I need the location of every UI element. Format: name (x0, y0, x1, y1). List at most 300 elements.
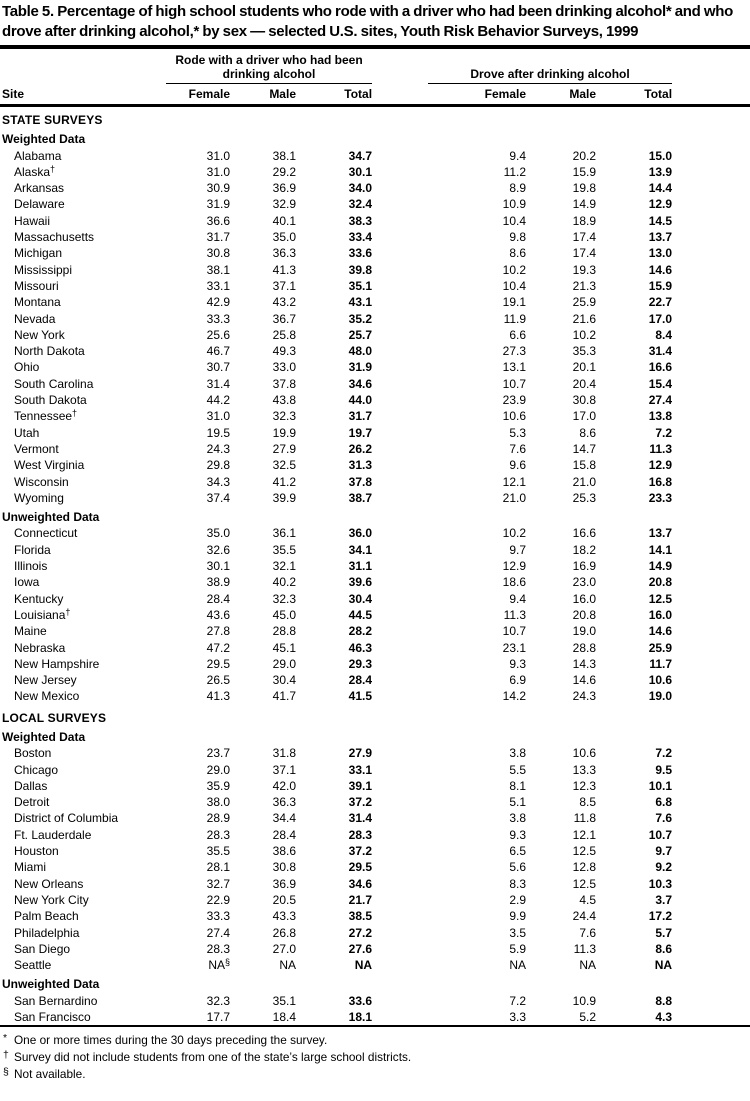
drove-male-value: 21.3 (572, 278, 597, 293)
drove-male-value: 5.2 (579, 1010, 597, 1025)
column-spacer (372, 229, 428, 245)
drove-male-value: 20.8 (572, 607, 597, 622)
column-spacer (372, 688, 428, 704)
rode-total-value: 38.3 (348, 213, 373, 228)
rode-male-value: 35.0 (272, 230, 296, 245)
column-spacer (372, 376, 428, 392)
drove-female-value: 19.1 (502, 295, 527, 310)
end-spacer (672, 245, 750, 261)
table-row (0, 525, 750, 541)
table-row (0, 441, 750, 457)
end-spacer (672, 49, 750, 84)
site-name: Alaska† (14, 163, 56, 179)
column-spacer (372, 343, 428, 359)
table-row (0, 392, 750, 408)
column-spacer (372, 294, 428, 310)
drove-female-value: 6.6 (509, 327, 527, 342)
drove-male-value: 4.5 (579, 892, 597, 907)
footnote-marker: † (3, 1049, 9, 1062)
rode-male-header: Male (230, 84, 296, 106)
drove-female-value: 8.1 (509, 778, 527, 793)
end-spacer (672, 892, 750, 908)
rode-male-value: 36.7 (272, 311, 296, 326)
drove-male-value: 11.8 (573, 811, 597, 826)
rode-female-value: 32.6 (206, 542, 230, 557)
rode-total-value: 37.2 (348, 844, 373, 859)
site-name: San Diego (14, 941, 71, 956)
drove-male-header: Male (526, 84, 596, 106)
table-row (0, 762, 750, 778)
rode-male-value: 29.2 (272, 164, 296, 179)
drove-female-value: 10.6 (502, 409, 527, 424)
column-header-row (0, 84, 750, 106)
subsection-label: Unweighted Data (2, 977, 100, 992)
column-spacer (372, 474, 428, 490)
drove-male-value: 14.6 (572, 673, 597, 688)
rode-total-value: 34.0 (348, 181, 373, 196)
table-row (0, 640, 750, 656)
table-row (0, 876, 750, 892)
drove-male-value: 21.6 (572, 311, 597, 326)
table-row (0, 196, 750, 212)
drove-male-value: 20.2 (572, 148, 597, 163)
site-name: Iowa (14, 575, 40, 590)
drove-total-value: 12.9 (648, 197, 673, 212)
drove-male-value: 8.5 (579, 795, 597, 810)
column-spacer (372, 213, 428, 229)
drove-female-value: 7.2 (509, 993, 527, 1008)
rode-female-value: 29.8 (206, 458, 230, 473)
drove-male-value: 15.9 (572, 164, 597, 179)
rode-female-value: 44.2 (206, 393, 230, 408)
rode-female-value: 27.4 (206, 925, 230, 940)
drove-male-value: 28.8 (572, 640, 597, 655)
drove-male-value: 12.5 (572, 876, 597, 891)
rode-male-value: 32.9 (272, 197, 296, 212)
rode-female-value: 37.4 (206, 490, 230, 505)
rode-male-value: 28.4 (272, 827, 296, 842)
table-row (0, 229, 750, 245)
drove-female-value: 3.5 (509, 925, 527, 940)
drove-total-value: 17.0 (648, 311, 673, 326)
end-spacer (672, 762, 750, 778)
rode-male-value: 20.5 (272, 892, 296, 907)
rode-total-value: 39.1 (348, 778, 373, 793)
column-spacer (372, 993, 428, 1009)
site-name: Massachusetts (14, 230, 95, 245)
site-name: Illinois (14, 559, 48, 574)
drove-male-value: 16.9 (572, 559, 597, 574)
rode-male-value: 35.1 (272, 993, 296, 1008)
rode-total-value: 37.8 (348, 474, 373, 489)
drove-male-value: 12.8 (572, 860, 597, 875)
column-spacer (372, 359, 428, 375)
rode-total-value: 48.0 (348, 344, 373, 359)
rode-male-value: 40.2 (272, 575, 296, 590)
column-spacer (372, 311, 428, 327)
table-row (0, 359, 750, 375)
rode-total-value: 28.4 (348, 673, 373, 688)
drove-female-value: 12.1 (502, 474, 527, 489)
column-spacer (372, 892, 428, 908)
rode-total-value: 34.7 (348, 148, 373, 163)
end-spacer (672, 278, 750, 294)
rode-female-value: 28.3 (206, 827, 230, 842)
rode-male-value: 27.0 (272, 941, 296, 956)
rode-total-value: 46.3 (348, 640, 373, 655)
table-row (0, 327, 750, 343)
drove-total-value: 25.9 (648, 640, 673, 655)
rode-male-value: 35.5 (272, 542, 296, 557)
drove-female-value: 9.8 (509, 230, 527, 245)
rode-male-value: 36.9 (272, 181, 296, 196)
end-spacer (672, 525, 750, 541)
column-spacer (372, 84, 428, 106)
drove-female-value: 9.9 (509, 909, 527, 924)
end-spacer (672, 294, 750, 310)
site-name: Delaware (14, 197, 65, 212)
site-name: Nevada (14, 311, 56, 326)
rode-total-value: 38.7 (348, 490, 373, 505)
rode-female-value: 46.7 (206, 344, 230, 359)
rode-total-value: 27.9 (348, 746, 373, 761)
column-spacer (372, 441, 428, 457)
rode-male-value: 18.4 (272, 1010, 296, 1025)
column-spacer (372, 525, 428, 541)
drove-female-value: 11.9 (503, 311, 527, 326)
table-row (0, 294, 750, 310)
end-spacer (672, 408, 750, 424)
drove-female-value: 13.1 (502, 360, 527, 375)
rode-male-value: 36.3 (272, 795, 296, 810)
rode-total-value: 26.2 (348, 441, 373, 456)
drove-total-value: 14.9 (648, 559, 673, 574)
rode-total-value: 43.1 (348, 295, 373, 310)
subsection-label: Weighted Data (2, 729, 86, 744)
drove-male-value: 14.7 (572, 441, 597, 456)
footnote (3, 1031, 746, 1048)
table-row (0, 278, 750, 294)
drove-total-value: 7.2 (655, 425, 673, 440)
rode-total-value: 31.3 (348, 458, 373, 473)
drove-total-value: 9.2 (655, 860, 673, 875)
rode-total-value: 44.5 (348, 607, 373, 622)
drove-male-value: 18.2 (572, 542, 597, 557)
column-spacer (372, 245, 428, 261)
column-spacer (372, 908, 428, 924)
drove-total-value: 16.8 (648, 474, 673, 489)
rode-female-value: 25.6 (206, 327, 230, 342)
drove-total-value: NA (654, 958, 673, 973)
end-spacer (672, 84, 750, 106)
drove-total-value: 15.4 (648, 376, 673, 391)
drove-male-value: 7.6 (579, 925, 597, 940)
site-name: Maine (14, 624, 47, 639)
site-name: New Hampshire (14, 656, 100, 671)
table-row (0, 941, 750, 957)
drove-total-value: 13.8 (648, 409, 673, 424)
column-spacer (372, 262, 428, 278)
rode-total-value: 29.5 (348, 860, 373, 875)
column-spacer (372, 392, 428, 408)
table-row (0, 607, 750, 623)
rode-total-value: 35.1 (348, 278, 373, 293)
site-name: Florida (14, 542, 51, 557)
end-spacer (672, 213, 750, 229)
drove-male-value: NA (579, 958, 597, 973)
rode-total-header: Total (296, 84, 372, 106)
drove-male-value: 25.3 (572, 490, 597, 505)
rode-male-value: 40.1 (272, 213, 296, 228)
site-name: New York (14, 327, 65, 342)
rode-male-value: 30.8 (272, 860, 296, 875)
end-spacer (672, 810, 750, 826)
drove-female-value: 5.3 (509, 425, 527, 440)
end-spacer (672, 441, 750, 457)
drove-total-value: 9.7 (655, 844, 673, 859)
drove-total-value: 8.4 (655, 327, 673, 342)
end-spacer (672, 164, 750, 180)
rode-total-value: 39.8 (348, 262, 373, 277)
rode-female-value: 31.0 (206, 164, 230, 179)
drove-male-value: 20.1 (572, 360, 597, 375)
site-name: Arkansas (14, 181, 65, 196)
footnote-marker: * (3, 1032, 8, 1045)
table-row (0, 957, 750, 973)
rode-male-value: 41.2 (272, 474, 296, 489)
table-row (0, 908, 750, 924)
end-spacer (672, 623, 750, 639)
drove-male-value: 12.5 (572, 844, 597, 859)
rode-total-value: 21.7 (348, 892, 373, 907)
drove-female-value: 3.3 (509, 1010, 527, 1025)
drove-total-value: 15.0 (648, 148, 673, 163)
drove-male-value: 16.6 (572, 526, 597, 541)
drove-total-value: 14.4 (648, 181, 673, 196)
end-spacer (672, 327, 750, 343)
rode-total-value: 27.6 (348, 941, 373, 956)
rode-male-value: 28.8 (272, 624, 296, 639)
site-name: Kentucky (14, 591, 64, 606)
end-spacer (672, 745, 750, 761)
site-column-header: Site (0, 84, 166, 106)
rode-male-value: 33.0 (272, 360, 296, 375)
drove-total-value: 6.8 (655, 795, 673, 810)
end-spacer (672, 392, 750, 408)
rode-female-value: 30.9 (206, 181, 230, 196)
rode-female-value: 28.1 (206, 860, 230, 875)
section-row (0, 106, 750, 129)
end-spacer (672, 474, 750, 490)
rode-male-value: 49.3 (272, 344, 296, 359)
rode-female-value: 27.8 (206, 624, 230, 639)
table-row (0, 558, 750, 574)
column-spacer (372, 778, 428, 794)
drove-total-value: 14.6 (648, 262, 673, 277)
drove-female-value: 10.7 (502, 624, 527, 639)
drove-total-value: 13.7 (648, 526, 673, 541)
table-row (0, 688, 750, 704)
end-spacer (672, 196, 750, 212)
rode-female-value: 38.9 (206, 575, 230, 590)
table-row (0, 164, 750, 180)
drove-female-value: 12.9 (502, 559, 527, 574)
drove-total-value: 8.8 (655, 993, 673, 1008)
rode-total-value: 35.2 (348, 311, 373, 326)
table-row (0, 213, 750, 229)
table-header (0, 49, 750, 106)
drove-female-value: 6.5 (509, 844, 527, 859)
rode-female-value: 24.3 (206, 441, 230, 456)
rode-male-value: 43.3 (272, 909, 296, 924)
rode-female-value: 19.5 (206, 425, 230, 440)
site-name: Hawaii (14, 213, 51, 228)
column-spacer (372, 196, 428, 212)
group-header-drove: Drove after drinking alcohol (428, 49, 672, 84)
rode-male-value: 32.1 (272, 559, 296, 574)
table-row (0, 745, 750, 761)
drove-male-value: 12.1 (572, 827, 597, 842)
table-title: Table 5. Percentage of high school students who rode with a driver who had been drinking alcohol* and who drove after drinking alcohol,* by sex — selected U.S. sites, Youth Risk Behavior Surveys, 1999 (2, 3, 733, 40)
column-spacer (372, 49, 428, 84)
end-spacer (672, 607, 750, 623)
drove-female-value: 5.6 (509, 860, 527, 875)
site-name: Nebraska (14, 640, 66, 655)
rode-male-value: 32.5 (272, 458, 296, 473)
site-name: Palm Beach (14, 909, 79, 924)
rode-female-value: 28.3 (206, 941, 230, 956)
table-row (0, 656, 750, 672)
drove-female-value: 9.6 (509, 458, 527, 473)
site-name: Ohio (14, 360, 40, 375)
end-spacer (672, 490, 750, 506)
column-spacer (372, 762, 428, 778)
drove-male-value: 16.0 (572, 591, 597, 606)
rode-female-value: 36.6 (206, 213, 230, 228)
end-spacer (672, 640, 750, 656)
drove-total-value: 5.7 (655, 925, 673, 940)
rode-male-value: 38.6 (272, 844, 296, 859)
site-name: Miami (14, 860, 46, 875)
drove-male-value: 17.4 (572, 246, 597, 261)
drove-female-value: 9.3 (509, 827, 527, 842)
drove-total-value: 4.3 (655, 1010, 673, 1025)
drove-total-value: 22.7 (648, 295, 673, 310)
rode-male-value: 31.8 (272, 746, 296, 761)
rode-total-value: 33.1 (348, 762, 373, 777)
rode-female-value: 34.3 (206, 474, 230, 489)
end-spacer (672, 457, 750, 473)
site-name: Houston (14, 844, 59, 859)
rode-total-value: 41.5 (348, 689, 373, 704)
drove-total-value: 10.7 (648, 827, 673, 842)
group-header-rode: Rode with a driver who had been drinking alcohol (166, 49, 372, 84)
rode-total-value: 33.4 (348, 230, 373, 245)
site-name: Louisiana† (14, 606, 71, 622)
footnote-text: Survey did not include students from one of the state’s large school districts. (14, 1050, 412, 1065)
subsection-label: Weighted Data (2, 132, 86, 147)
rode-female-value: 30.1 (206, 559, 230, 574)
rode-male-value: 37.1 (272, 762, 296, 777)
drove-male-value: 14.9 (572, 197, 597, 212)
drove-total-value: 15.9 (648, 278, 673, 293)
rode-total-value: 30.1 (348, 164, 373, 179)
drove-female-value: 10.4 (502, 278, 527, 293)
rode-female-value: 23.7 (206, 746, 230, 761)
site-name: New Jersey (14, 673, 77, 688)
table-row (0, 843, 750, 859)
drove-total-value: 23.3 (648, 490, 673, 505)
rode-female-value: 26.5 (206, 673, 230, 688)
drove-total-value: 13.0 (648, 246, 673, 261)
drove-female-value: 9.3 (509, 656, 527, 671)
end-spacer (672, 425, 750, 441)
rode-male-value: 41.3 (272, 262, 296, 277)
column-spacer (372, 490, 428, 506)
rode-female-value: 38.0 (206, 795, 230, 810)
table-row (0, 343, 750, 359)
footnote (3, 1048, 746, 1065)
rode-total-value: 39.6 (348, 575, 373, 590)
rode-female-value: 35.5 (206, 844, 230, 859)
rode-total-value: 33.6 (348, 993, 373, 1008)
drove-total-value: 10.6 (648, 673, 673, 688)
column-spacer (372, 656, 428, 672)
rode-total-value: 34.6 (348, 376, 373, 391)
column-spacer (372, 558, 428, 574)
rode-female-value: 30.8 (206, 246, 230, 261)
drove-male-value: 30.8 (572, 393, 597, 408)
rode-male-value: 36.1 (272, 526, 296, 541)
end-spacer (672, 542, 750, 558)
drove-total-value: 11.3 (649, 441, 673, 456)
rode-total-value: 34.1 (348, 542, 373, 557)
rode-total-value: 32.4 (348, 197, 373, 212)
end-spacer (672, 376, 750, 392)
site-name: South Dakota (14, 393, 87, 408)
table-row (0, 262, 750, 278)
rode-female-value: 29.5 (206, 656, 230, 671)
table-row (0, 148, 750, 164)
column-spacer (372, 941, 428, 957)
site-name: Mississippi (14, 262, 73, 277)
rode-total-value: 27.2 (348, 925, 373, 940)
site-name: Tennessee† (14, 408, 78, 424)
section-label: STATE SURVEYS (2, 113, 103, 127)
rode-total-value: 30.4 (348, 591, 373, 606)
drove-female-header: Female (428, 84, 526, 106)
rode-male-value: 42.0 (272, 778, 296, 793)
end-spacer (672, 827, 750, 843)
drove-female-value: 10.9 (502, 197, 527, 212)
site-name: Connecticut (14, 526, 78, 541)
subsection-row (0, 506, 750, 525)
table-row (0, 376, 750, 392)
rode-female-value: 33.1 (206, 278, 230, 293)
drove-male-value: 21.0 (572, 474, 597, 489)
rode-female-value: 31.0 (206, 148, 230, 163)
rode-female-value: 47.2 (206, 640, 230, 655)
drove-female-value: 8.6 (509, 246, 527, 261)
rode-female-value: 29.0 (206, 762, 230, 777)
table-row (0, 794, 750, 810)
end-spacer (672, 925, 750, 941)
column-spacer (372, 327, 428, 343)
section-label: LOCAL SURVEYS (2, 710, 107, 725)
drove-female-value: 3.8 (509, 746, 527, 761)
rode-male-value: 43.2 (272, 295, 296, 310)
footnote (3, 1065, 746, 1082)
